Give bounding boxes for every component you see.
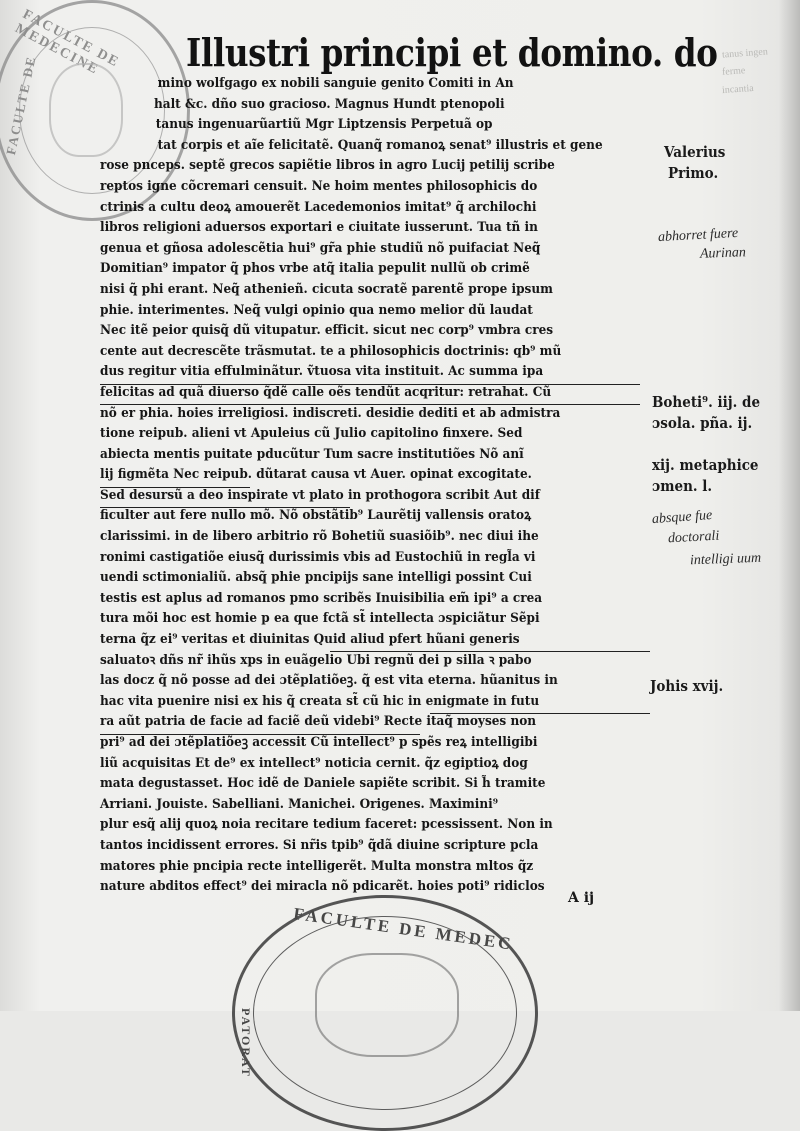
text-line: halt &c. dño suo gracioso. Magnus Hundt ptenopoli xyxy=(153,96,505,112)
text-line: nõ er phia. hoies irreligiosi. indiscreti. desidie dediti et ab admistra xyxy=(100,405,561,421)
text-line: tantos incidissent errores. Si nr̃is tpib⁹ q̃dã diuine scripture pcla xyxy=(100,837,539,853)
bleed-through-text: incantia xyxy=(721,82,755,97)
margin-note: Boheti⁹. iij. de xyxy=(652,393,761,411)
margin-note: Johis xvij. xyxy=(650,677,724,695)
bleed-through-text: ferme xyxy=(721,65,746,78)
text-line: tat corpis et aĩe felicitatẽ. Quanq̃ romanoꝝ senat⁹ illustris et gene xyxy=(157,137,603,153)
underline-rule xyxy=(100,734,420,735)
text-line: genua et gñosa adolescẽtia hui⁹ gr̃a phie studiũ nõ puifaciat Neq̃ xyxy=(100,240,541,256)
margin-note: xij. metaphice xyxy=(652,456,759,474)
text-line: mino wolfgago ex nobili sanguie genito Comiti in An xyxy=(157,76,514,91)
text-line: las docz q̃ nõ posse ad dei ɔtẽplatiõeꝫ. q̃ est vita eterna. hũanitus in xyxy=(100,673,558,689)
stamp-text: FACULTE DE xyxy=(3,53,39,157)
underline-rule xyxy=(100,404,640,405)
text-line: Domitian⁹ impator q̃ phos vrbe atq̃ italia pepulit nullũ ob crimẽ xyxy=(100,261,530,277)
stamp-text: PATORAT xyxy=(239,1008,253,1078)
text-line: libros religioni aduersos exportari e ciuitate iusserunt. Tua tñ in xyxy=(100,220,538,236)
text-line: Sed desursũ a deo inspirate vt plato in prothogora scribit Aut dif xyxy=(100,487,540,503)
text-line: hac vita puenire nisi ex his q̃ creata st̃ cũ hic in enigmate in futu xyxy=(100,693,540,709)
underline-rule xyxy=(100,487,250,488)
body-text-block xyxy=(100,74,640,898)
text-line: tanus ingenuarũartiũ Mgr Liptzensis Perpetuã op xyxy=(155,117,493,133)
handwritten-note: intelligi uum xyxy=(689,550,762,569)
underline-rule xyxy=(430,713,650,714)
page-heading: Illustri principi et domino. do xyxy=(186,30,718,75)
text-line: liũ acquisitas Et de⁹ ex intellect⁹ noticia cernit. q̃z egiptioꝝ dog xyxy=(100,755,528,771)
text-line: terna q̃z ei⁹ veritas et diuinitas Quid aliud pfert hũani generis xyxy=(100,632,520,648)
text-line: ctrinis a cultu deoꝝ amouerẽt Lacedemonios imitat⁹ q̃ archilochi xyxy=(100,199,537,215)
text-line: dus regitur vitia effulminãtur. ṽtuosa vita instituit. Ac summa ipa xyxy=(100,364,544,380)
text-line: tione reipub. alieni vt Apuleius cũ Julio capitolino finxere. Sed xyxy=(100,426,523,442)
text-line: felicitas ad quã diuerso q̃dẽ calle oẽs tendũt acqritur: retrahat. Cũ xyxy=(100,384,552,400)
stamp-figure-icon xyxy=(315,953,459,1057)
signature-mark: A ij xyxy=(568,890,595,906)
gutter-shadow xyxy=(778,0,800,1011)
text-line: plur esq̃ alij quoꝝ noia recitare tedium faceret: pcessissent. Non in xyxy=(100,817,553,833)
text-line: Nec itẽ peior quisq̃ dũ vitupatur. efficit. sicut nec corp⁹ vmbra cres xyxy=(100,323,554,339)
margin-note: Valerius xyxy=(664,143,726,161)
handwritten-note: doctorali xyxy=(667,528,720,547)
library-stamp-bottom xyxy=(232,895,538,1131)
text-line: clarissimi. in de libero arbitrio rõ Bohetiũ suasiõib⁹. nec diui ihe xyxy=(100,529,539,545)
text-line: nisi q̃ phi erant. Neq̃ athenieñ. cicuta socratẽ parentẽ prope ipsum xyxy=(100,281,553,297)
text-line: saluatoꝛ dñs nr̃ ihũs xps in euãgelio Ubi regnũ dei p silla ꝛ pabo xyxy=(100,652,532,668)
text-line: lij figmẽta Nec reipub. dũtarat causa vt Auer. opinat excogitate. xyxy=(100,467,532,483)
stamp-text: FACULTE DE MEDEC xyxy=(292,904,515,954)
margin-note: Primo. xyxy=(668,164,719,182)
bleed-through-text: tanus ingen xyxy=(721,46,769,61)
handwritten-note: Aurinan xyxy=(699,245,747,262)
text-line: cente aut decrescẽte trãsmutat. te a philosophicis doctrinis: qb⁹ mũ xyxy=(100,343,562,359)
text-line: phie. interimentes. Neq̃ vulgi opinio qua nemo melior dũ laudat xyxy=(100,302,533,318)
text-line: rose pnceps. septẽ grecos sapiẽtie libros in agro Lucij petilij scribe xyxy=(100,158,555,174)
text-line: abiecta mentis puitate pducũtur Tum sacre institutiões Nõ anĩ xyxy=(100,446,524,462)
handwritten-note: abhorret fuere xyxy=(657,225,739,246)
text-line: nature abditos effect⁹ dei miracla nõ pdicarẽt. hoies poti⁹ ridiclos xyxy=(100,879,545,895)
margin-note: ɔsola. pña. ij. xyxy=(652,414,753,432)
text-line: ra aũt patria de facie ad faciẽ deũ videbi⁹ Recte itaq̃ moyses non xyxy=(100,714,537,730)
text-line: uendi sctimonialiũ. absq̃ phie pncipijs sane intelligi possint Cui xyxy=(100,570,532,586)
stamp-text: FACULTE DE MEDECINE xyxy=(12,7,122,79)
text-line: Arriani. Jouiste. Sabelliani. Manichei. Origenes. Maximini⁹ xyxy=(100,796,499,812)
handwritten-note: absque fue xyxy=(651,507,713,528)
text-line: ficulter aut fere nullo mõ. Nõ obstãtib⁹ Laurẽtij vallensis oratoꝝ xyxy=(100,508,532,524)
text-line: ronimi castigatiõe eiusq̃ durissimis vbis ad Eustochiũ in regl̃a vi xyxy=(100,549,536,565)
text-line: reptos igne cõcremari censuit. Ne hoim mentes philosophicis do xyxy=(100,178,538,194)
underline-rule xyxy=(100,507,350,508)
text-line: mata degustasset. Hoc idẽ de Daniele sapiẽte scribit. Si h̃ tramite xyxy=(100,776,546,792)
text-line: testis est aplus ad romanos pmo scribẽs Inuisibilia em̃ ipi⁹ a crea xyxy=(100,590,543,606)
underline-rule xyxy=(330,651,650,652)
margin-note: ɔmen. l. xyxy=(652,477,713,495)
underline-rule xyxy=(100,384,640,385)
text-line: matores phie pncipia recte intelligerẽt. Multa monstra mltos q̃z xyxy=(100,858,534,874)
text-line: tura mõi hoc est homie p ea que fctã st̃ intellecta ɔspiciãtur Sẽpi xyxy=(100,611,540,627)
text-line: pri⁹ ad dei ɔtẽplatiõeꝫ accessit Cũ intellect⁹ p spẽs reꝝ intelligibi xyxy=(100,735,538,750)
